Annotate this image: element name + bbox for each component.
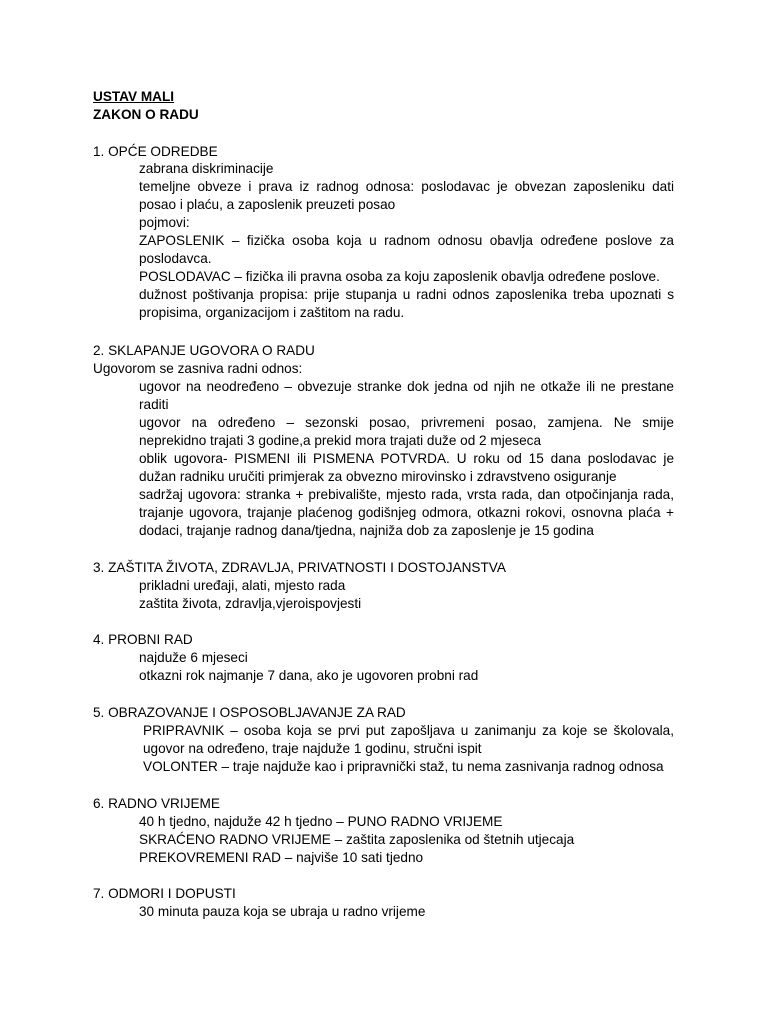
- section-1-line: zabrana diskriminacije: [139, 161, 274, 176]
- section-4-line: otkazni rok najmanje 7 dana, ako je ugovoren probni rad: [139, 668, 479, 683]
- section-7-heading: 7. ODMORI I DOPUSTI: [93, 886, 236, 901]
- section-3-line: zaštita života, zdravlja,vjeroispovjesti: [139, 596, 362, 611]
- section-1-line: propisima, organizacijom i zaštitom na radu.: [139, 305, 405, 320]
- section-5-line: PRIPRAVNIK – osoba koja se prvi put zapošljava u zanimanju za koje se školovala,: [143, 723, 674, 738]
- section-1-heading: 1. OPĆE ODREDBE: [93, 144, 218, 159]
- section-2-heading: 2. SKLAPANJE UGOVORA O RADU: [93, 343, 315, 358]
- section-2-line: dodaci, trajanje radnog dana/tjedna, najniža dob za zaposlenje je 15 godina: [139, 523, 594, 538]
- section-2-line: neprekidno trajati 3 godine,a prekid mora trajati duže od 2 mjeseca: [139, 433, 542, 448]
- section-2-line: oblik ugovora- PISMENI ili PISMENA POTVRDA. U roku od 15 dana poslodavac je: [139, 451, 674, 466]
- section-1-line: posao i plaću, a zaposlenik preuzeti posao: [139, 197, 396, 212]
- section-2-line: ugovor na određeno – sezonski posao, privremeni posao, zamjena. Ne smije: [139, 415, 674, 430]
- section-4-heading: 4. PROBNI RAD: [93, 632, 193, 647]
- section-1-line: poslodavca.: [139, 251, 212, 266]
- section-1-line: ZAPOSLENIK – fizička osoba koja u radnom odnosu obavlja određene poslove za: [139, 233, 674, 248]
- section-2-intro: Ugovorom se zasniva radni odnos:: [93, 361, 303, 376]
- section-3-heading: 3. ZAŠTITA ŽIVOTA, ZDRAVLJA, PRIVATNOSTI I DOSTOJANSTVA: [93, 560, 506, 575]
- section-1-line: temeljne obveze i prava iz radnog odnosa: poslodavac je obvezan zaposleniku dati: [139, 179, 674, 194]
- section-3-line: prikladni uređaji, alati, mjesto rada: [139, 578, 346, 593]
- section-2-line: sadržaj ugovora: stranka + prebivalište, mjesto rada, vrsta rada, dan otpočinjanja rada,: [139, 487, 674, 502]
- section-2-line: trajanje ugovora, trajanje plaćenog godišnjeg odmora, otkazni rokovi, osnovna plaća +: [139, 505, 674, 520]
- section-7-line: 30 minuta pauza koja se ubraja u radno vrijeme: [139, 904, 426, 919]
- section-5-line: VOLONTER – traje najduže kao i pripravnički staž, tu nema zasnivanja radnog odnosa: [143, 759, 664, 774]
- section-2-line: ugovor na neodređeno – obvezuje stranke dok jedna od njih ne otkaže ili ne prestane: [139, 379, 674, 394]
- section-2-line: raditi: [139, 397, 169, 412]
- section-6-line: SKRAĆENO RADNO VRIJEME – zaštita zaposlenika od štetnih utjecaja: [139, 832, 575, 847]
- section-1-line: dužnost poštivanja propisa: prije stupanja u radni odnos zaposlenika treba upoznati s: [139, 287, 674, 302]
- section-5-line: ugovor na određeno, traje najduže 1 godinu, stručni ispit: [143, 741, 482, 756]
- section-6-line: 40 h tjedno, najduže 42 h tjedno – PUNO RADNO VRIJEME: [139, 814, 503, 829]
- section-4-line: najduže 6 mjeseci: [139, 650, 248, 665]
- section-5-heading: 5. OBRAZOVANJE I OSPOSOBLJAVANJE ZA RAD: [93, 705, 406, 720]
- document-subtitle: ZAKON O RADU: [93, 107, 199, 122]
- document-title: USTAV MALI: [93, 89, 175, 104]
- section-2-line: dužan radniku uručiti primjerak za obvezno mirovinsko i zdravstveno osiguranje: [139, 469, 617, 484]
- section-6-line: PREKOVREMENI RAD – najviše 10 sati tjedno: [139, 850, 424, 865]
- section-6-heading: 6. RADNO VRIJEME: [93, 796, 220, 811]
- section-1-line: POSLODAVAC – fizička ili pravna osoba za koju zaposlenik obavlja određene poslove.: [139, 269, 660, 284]
- section-1-line: pojmovi:: [139, 215, 190, 230]
